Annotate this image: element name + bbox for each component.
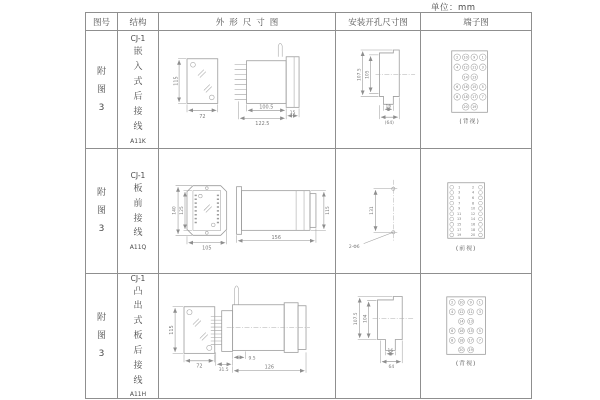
structure-label: 板前接线 <box>133 183 143 239</box>
install-drawing-a11q <box>336 149 420 273</box>
terminal-number: 13 <box>471 75 476 80</box>
terminal-number: 2 <box>471 185 474 190</box>
terminal-pin <box>478 222 482 226</box>
fig-number: 附图3 <box>97 66 107 113</box>
terminal-pin <box>478 185 482 189</box>
header-label: 结构 <box>129 17 147 28</box>
terminal-number: 16 <box>470 222 475 227</box>
col-header-fig-no <box>86 13 118 31</box>
terminal-number: 4 <box>455 65 458 70</box>
terminal-number: 3 <box>457 190 460 195</box>
type-code: A11Q <box>129 244 147 252</box>
terminal-pin <box>449 222 453 226</box>
terminal-number: 14 <box>470 217 475 222</box>
front-view <box>172 186 227 252</box>
terminal-number: 19 <box>471 105 476 110</box>
terminal-pin <box>478 207 482 211</box>
view-label: (背视) <box>458 118 480 126</box>
terminal-number: 14 <box>458 319 464 324</box>
terminal-number: 15 <box>456 222 461 227</box>
terminal-grid <box>453 54 485 110</box>
dim-label: 115 <box>169 324 176 335</box>
dim-label: 131 <box>370 206 376 215</box>
type-code: A11H <box>129 391 147 398</box>
type-code: A11K <box>130 137 146 145</box>
spec-table <box>85 12 532 399</box>
row3-terminal-cell <box>421 274 531 398</box>
terminal-number: 17 <box>456 227 461 232</box>
front-view <box>174 59 218 120</box>
terminal-number: 3 <box>481 65 484 70</box>
install-drawing-a11k <box>336 31 420 148</box>
side-view <box>211 285 310 372</box>
outline-drawing-a11h <box>159 275 335 398</box>
dim-label: 115 <box>173 76 180 86</box>
dim-label: 31.5 <box>218 367 229 373</box>
row2-terminal-cell <box>421 149 531 274</box>
terminal-number: 9 <box>457 206 460 211</box>
dim-label: 107.5 <box>354 311 360 325</box>
terminal-strip <box>449 185 482 237</box>
terminal-number: 20 <box>458 347 464 352</box>
terminal-number: 2 <box>450 300 453 305</box>
structure-label: 凸出式板后接线 <box>133 286 143 386</box>
terminal-number: 18 <box>458 338 464 343</box>
dim-label: 72 <box>196 363 203 370</box>
dim-label: 125 <box>180 206 186 215</box>
terminal-pin <box>449 207 453 211</box>
terminal-diagram-a11q <box>422 149 531 273</box>
terminal-diagram-a11k <box>422 31 531 148</box>
terminal-number: 9 <box>472 55 475 60</box>
terminal-number: 12 <box>458 309 464 314</box>
terminal-number: 16 <box>458 328 464 333</box>
terminal-pin <box>449 228 453 232</box>
terminal-pin <box>478 191 482 195</box>
terminal-number: 1 <box>478 300 481 305</box>
terminal-number: 11 <box>471 65 476 70</box>
row1-outline-cell <box>159 31 336 149</box>
row2-outline-cell <box>159 149 336 274</box>
front-view <box>169 306 215 369</box>
terminal-number: 19 <box>456 233 461 238</box>
outline-drawing-a11k <box>159 31 335 148</box>
dim-label: 156 <box>271 234 281 241</box>
outline-drawing-a11q <box>159 149 335 273</box>
row2-structure-cell <box>118 149 159 274</box>
unit-label: 单位：mm <box>431 3 476 13</box>
row3-fig-no-cell <box>86 274 118 398</box>
terminal-number: 5 <box>478 328 481 333</box>
dim-label: 72 <box>199 113 206 120</box>
terminal-number: 18 <box>463 95 468 100</box>
terminal-number: 1 <box>481 55 484 60</box>
view-label: (背视) <box>455 359 476 367</box>
terminal-number: 13 <box>456 217 461 222</box>
terminal-number: 18 <box>470 227 475 232</box>
row2-install-cell <box>336 149 421 274</box>
terminal-number: 8 <box>471 201 474 206</box>
terminal-number: 1 <box>457 185 460 190</box>
terminal-number: 12 <box>470 211 475 216</box>
terminal-pin <box>478 212 482 216</box>
terminal-number: 20 <box>470 233 475 238</box>
terminal-number: 14 <box>463 75 468 80</box>
fig-number: 附图3 <box>97 188 107 234</box>
terminal-number: 11 <box>456 211 461 216</box>
terminal-number: 4 <box>450 309 453 314</box>
header-label: 端子图 <box>463 17 489 28</box>
terminal-number: 12 <box>463 65 468 70</box>
install-drawing-a11h <box>336 275 420 398</box>
terminal-number: 10 <box>470 206 475 211</box>
terminal-number: 5 <box>457 196 460 201</box>
terminal-number: 15 <box>471 85 476 90</box>
terminal-pin <box>449 201 453 205</box>
terminal-grid <box>449 299 483 353</box>
terminal-number: 11 <box>468 309 473 314</box>
col-header-structure <box>118 13 159 31</box>
terminal-number: 19 <box>468 347 473 352</box>
terminal-number: 4 <box>471 190 474 195</box>
row3-structure-cell <box>118 274 159 398</box>
dim-label: 16 <box>387 348 394 354</box>
row1-structure-cell <box>118 31 159 149</box>
dim-label: 107.5 <box>357 68 363 82</box>
terminal-pin <box>449 217 453 221</box>
terminal-pin <box>478 201 482 205</box>
terminal-pin <box>478 228 482 232</box>
dim-label: 140 <box>172 206 178 215</box>
dim-label: 122.5 <box>255 121 270 128</box>
terminal-pin <box>478 233 482 237</box>
dim-label: 104 <box>363 313 369 323</box>
dim-label: 105 <box>202 245 212 252</box>
row3-outline-cell <box>159 274 336 398</box>
terminal-number: 17 <box>471 95 476 100</box>
terminal-number: 17 <box>468 338 473 343</box>
terminal-pin <box>449 191 453 195</box>
terminal-number: 6 <box>455 85 458 90</box>
header-label: 图号 <box>92 17 110 28</box>
model-label: CJ-1 <box>130 274 146 283</box>
terminal-number: 8 <box>450 338 453 343</box>
terminal-number: 20 <box>463 105 468 110</box>
hole-callout: 2-Φ6 <box>348 245 360 251</box>
terminal-pin <box>449 196 453 200</box>
col-header-outline <box>159 13 336 31</box>
terminal-number: 15 <box>468 328 473 333</box>
terminal-number: 10 <box>463 55 468 60</box>
row3-install-cell <box>336 274 421 398</box>
col-header-install <box>336 13 421 31</box>
dim-label: 105 <box>365 70 371 79</box>
terminal-number: 5 <box>481 85 484 90</box>
terminal-number: 7 <box>457 201 460 206</box>
dim-label: 64 <box>388 364 395 370</box>
dim-label: 100.5 <box>259 104 274 111</box>
dim-label: 16 <box>385 104 392 110</box>
terminal-number: 7 <box>481 95 484 100</box>
terminal-pin <box>478 217 482 221</box>
terminal-pin <box>449 212 453 216</box>
row1-install-cell <box>336 31 421 149</box>
terminal-number: 6 <box>450 328 453 333</box>
dim-label: (64) <box>384 121 394 127</box>
header-label: 外形尺寸图 <box>215 17 284 28</box>
model-label: CJ-1 <box>130 34 146 44</box>
terminal-number: 2 <box>455 55 458 60</box>
dim-label: 115 <box>325 206 331 215</box>
dim-label: 9.5 <box>248 355 256 361</box>
terminal-number: 8 <box>455 95 458 100</box>
dim-label: 15 <box>289 110 296 116</box>
terminal-number: 13 <box>468 319 473 324</box>
terminal-pin <box>449 185 453 189</box>
dim-label: 126 <box>264 364 275 371</box>
model-label: CJ-1 <box>130 170 146 180</box>
terminal-diagram-a11h <box>422 275 531 398</box>
terminal-number: 9 <box>469 300 472 305</box>
side-view <box>235 43 299 127</box>
structure-label: 嵌入式后接线 <box>133 47 143 132</box>
fig-number: 附图3 <box>97 313 107 359</box>
row2-fig-no-cell <box>86 149 118 274</box>
terminal-number: 6 <box>471 196 474 201</box>
side-view <box>237 187 331 243</box>
view-label: (前视) <box>455 245 476 253</box>
terminal-number: 10 <box>458 300 464 305</box>
terminal-number: 7 <box>478 338 481 343</box>
terminal-pin <box>449 233 453 237</box>
row1-fig-no-cell <box>86 31 118 149</box>
row1-terminal-cell <box>421 31 531 149</box>
header-label: 安装开孔尺寸图 <box>348 17 408 28</box>
col-header-terminal <box>421 13 531 31</box>
terminal-number: 3 <box>478 309 481 314</box>
terminal-pin <box>478 196 482 200</box>
terminal-number: 16 <box>463 85 468 90</box>
